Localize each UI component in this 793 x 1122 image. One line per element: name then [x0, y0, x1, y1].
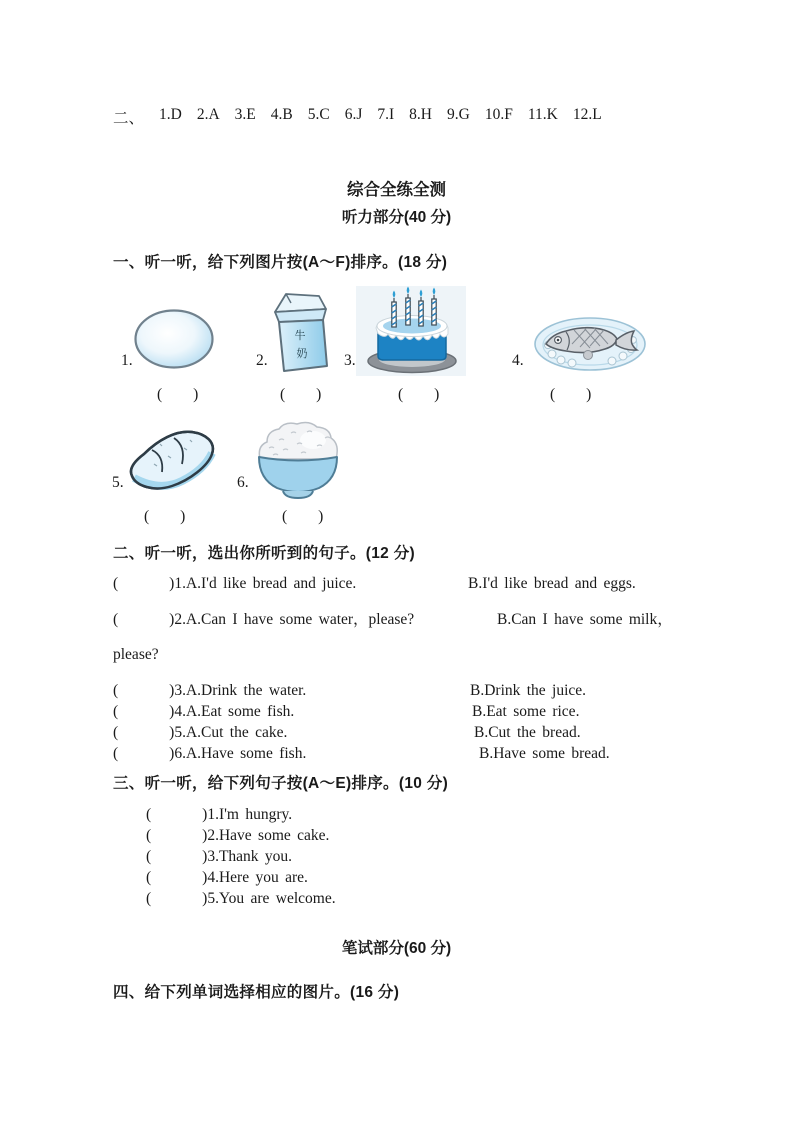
option-a: 4.A.Eat some fish. — [174, 703, 295, 720]
figure-number: 5. — [112, 474, 124, 491]
option-a: 1.A.I'd like bread and juice. — [174, 575, 357, 592]
answer-blank: ( ) — [113, 575, 175, 592]
answer-blank: ( ) — [146, 890, 208, 907]
answer-blank: ( ) — [146, 806, 208, 823]
option-b: B.I'd like bread and eggs. — [468, 575, 636, 592]
answer-blank: ( ) — [113, 724, 175, 741]
sequence-sentence: 4.Here you are. — [207, 869, 308, 886]
milk-label-bottom: 奶 — [296, 348, 308, 360]
milk-carton-icon — [267, 290, 331, 374]
answer-key-item: 10.F — [484, 106, 513, 123]
figure-answer-blank: ( ) — [144, 508, 186, 525]
section4-heading: 四、给下列单词选择相应的图片。(16 分) — [113, 984, 400, 1001]
section2-heading: 二、听一听，选出你所听到的句子。(12 分) — [113, 545, 415, 562]
question-row — [113, 724, 581, 742]
answer-key-item: 3.E — [234, 106, 256, 123]
answer-key-line — [113, 106, 602, 128]
figure-answer-blank: ( ) — [398, 386, 440, 403]
answer-key-item: 5.C — [307, 106, 330, 123]
answer-blank: ( ) — [146, 827, 208, 844]
answer-key-item: 8.H — [409, 106, 432, 123]
fish-plate-icon — [532, 314, 648, 374]
option-b: B.Drink the juice. — [470, 682, 587, 699]
figure-number: 3. — [344, 352, 356, 369]
sequence-sentence: 3.Thank you. — [207, 848, 293, 865]
answer-key-item: 12.L — [572, 106, 602, 123]
sequence-sentence: 2.Have some cake. — [207, 827, 330, 844]
question-row — [113, 575, 636, 593]
answer-key-item: 7.I — [377, 106, 395, 123]
option-b: B.Eat some rice. — [472, 703, 580, 720]
listening-section-header: 听力部分(40 分) — [341, 209, 452, 226]
answer-key-item: 6.J — [344, 106, 363, 123]
section3-heading: 三、听一听，给下列句子按(A～E)排序。(10 分) — [113, 775, 449, 792]
written-section-header: 笔试部分(60 分) — [341, 940, 452, 957]
answer-blank: ( ) — [113, 703, 175, 720]
sequence-row — [146, 806, 292, 824]
answer-blank: ( ) — [113, 611, 175, 628]
figure-number: 4. — [512, 352, 524, 369]
sequence-row — [146, 890, 336, 908]
figure-answer-blank: ( ) — [550, 386, 592, 403]
rice-bowl-icon — [253, 420, 343, 502]
answer-key-item: 11.K — [527, 106, 558, 123]
section1-heading: 一、听一听，给下列图片按(A～F)排序。(18 分) — [113, 254, 448, 271]
answer-blank: ( ) — [113, 682, 175, 699]
answer-blank: ( ) — [113, 745, 175, 762]
answer-key-item: 4.B — [270, 106, 293, 123]
question-row — [113, 607, 673, 629]
sequence-sentence: 5.You are welcome. — [207, 890, 336, 907]
question-row — [113, 745, 610, 763]
option-b: B.Can I have some milk， — [497, 611, 673, 628]
milk-label-top: 牛 — [294, 330, 306, 342]
option-a: 5.A.Cut the cake. — [174, 724, 288, 741]
page-title: 综合全练全测 — [347, 181, 446, 199]
sequence-sentence: 1.I'm hungry. — [207, 806, 293, 823]
figure-answer-blank: ( ) — [157, 386, 199, 403]
question-row — [113, 682, 587, 700]
cake-icon — [356, 286, 466, 376]
figure-answer-blank: ( ) — [282, 508, 324, 525]
option-b: B.Cut the bread. — [474, 724, 581, 741]
option-a: 2.A.Can I have some water，please? — [174, 611, 415, 628]
figure-number: 2. — [256, 352, 268, 369]
bread-icon — [124, 426, 224, 496]
egg-icon — [133, 308, 215, 370]
sequence-row — [146, 827, 329, 845]
answer-blank: ( ) — [146, 869, 208, 886]
question-row — [113, 703, 580, 721]
option-a: 3.A.Drink the water. — [174, 682, 307, 699]
option-a: 6.A.Have some fish. — [174, 745, 307, 762]
answer-key-item: 2.A — [196, 106, 220, 123]
answer-blank: ( ) — [146, 848, 208, 865]
figure-number: 1. — [121, 352, 133, 369]
sequence-row — [146, 869, 308, 887]
answer-key-prefix: 二、 — [113, 110, 145, 127]
figure-number: 6. — [237, 474, 249, 491]
figure-answer-blank: ( ) — [280, 386, 322, 403]
option-b: B.Have some bread. — [479, 745, 610, 762]
answer-key-item: 9.G — [447, 106, 470, 123]
answer-key-item: 1.D — [159, 106, 182, 123]
sequence-row — [146, 848, 292, 866]
question-continuation — [113, 646, 159, 664]
option-b-continuation: please? — [113, 646, 159, 663]
